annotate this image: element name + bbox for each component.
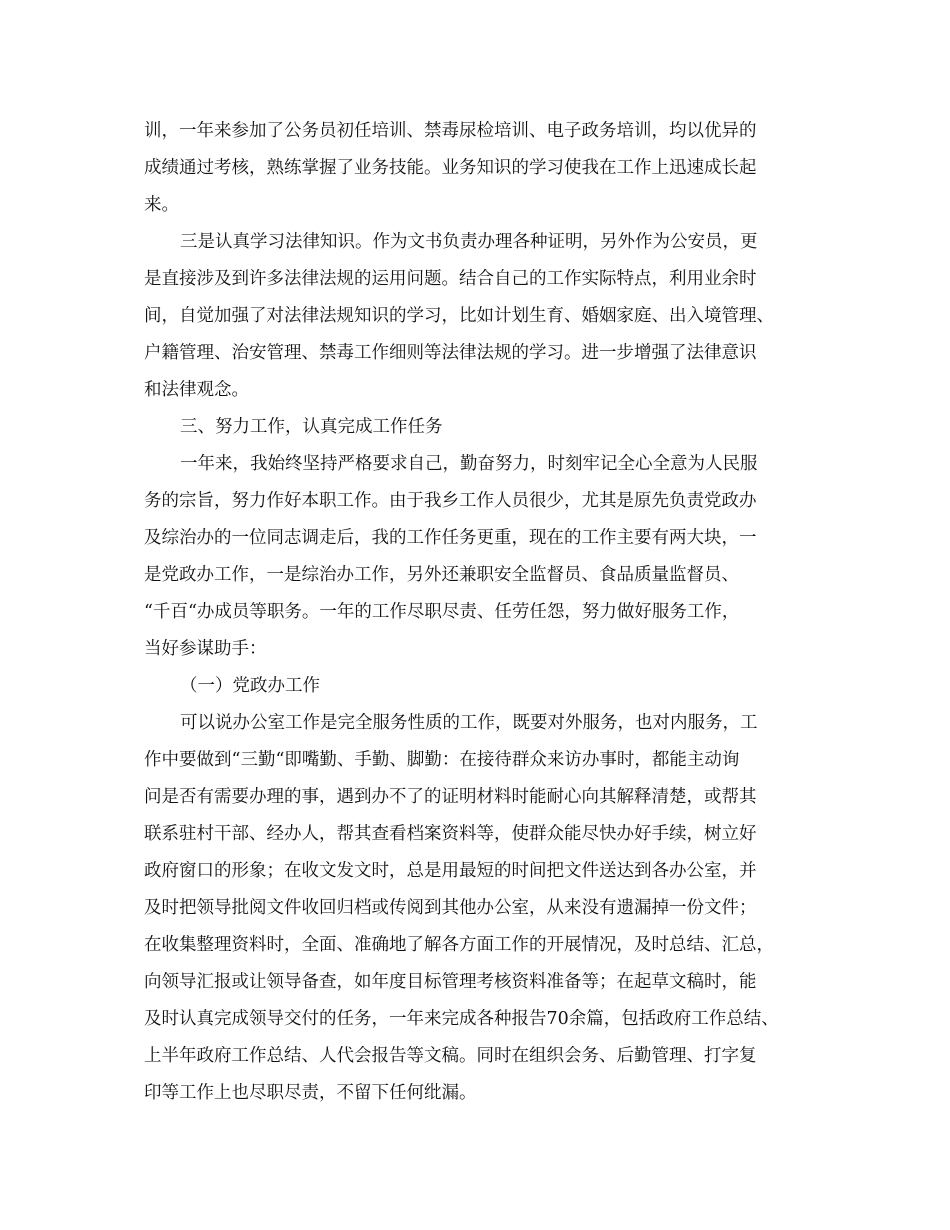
text-line: 训，一年来参加了公务员初任培训、禁毒尿检培训、电子政务培训，均以优异的 xyxy=(144,121,757,141)
text-line: 可以说办公室工作是完全服务性质的工作，既要对外服务，也对内服务，工 xyxy=(180,713,758,733)
text-line: “千百“办成员等职务。一年的工作尽职尽责、任劳任怨，努力做好服务工作， xyxy=(144,602,740,622)
text-line: 和法律观念。 xyxy=(144,380,249,400)
text-line: 间，自觉加强了对法律法规知识的学习，比如计划生育、婚姻家庭、出入境管理、 xyxy=(144,306,774,326)
subsection-heading: （一）党政办工作 xyxy=(180,676,320,696)
text-line: 户籍管理、治安管理、禁毒工作细则等法律法规的学习。进一步增强了法律意识 xyxy=(144,343,757,363)
text-line: 政府窗口的形象；在收文发文时，总是用最短的时间把文件送达到各办公室，并 xyxy=(144,861,757,881)
text-line: 向领导汇报或让领导备查，如年度目标管理考核资料准备等；在起草文稿时，能 xyxy=(144,972,757,992)
text-line: 及时把领导批阅文件收回归档或传阅到其他办公室，从来没有遗漏掉一份文件； xyxy=(144,898,757,918)
text-line: 三是认真学习法律知识。作为文书负责办理各种证明，另外作为公安员，更 xyxy=(180,232,758,252)
text-line: 务的宗旨，努力作好本职工作。由于我乡工作人员很少，尤其是原先负责党政办 xyxy=(144,491,757,511)
text-line: 来。 xyxy=(144,195,179,215)
section-heading: 三、努力工作，认真完成工作任务 xyxy=(180,417,443,437)
text-line: 及时认真完成领导交付的任务，一年来完成各种报告70余篇，包括政府工作总结、 xyxy=(144,1009,779,1029)
text-line: 印等工作上也尽职尽责，不留下任何纰漏。 xyxy=(144,1083,477,1103)
text-line: 及综治办的一位同志调走后，我的工作任务更重，现在的工作主要有两大块，一 xyxy=(144,528,757,548)
text-line: 是直接涉及到许多法律法规的运用问题。结合自己的工作实际特点，利用业余时 xyxy=(144,269,757,289)
text-line: 联系驻村干部、经办人，帮其查看档案资料等，使群众能尽快办好手续，树立好 xyxy=(144,824,757,844)
text-line: 上半年政府工作总结、人代会报告等文稿。同时在组织会务、后勤管理、打字复 xyxy=(144,1046,757,1066)
text-line: 作中要做到“三勤“即嘴勤、手勤、脚勤：在接待群众来访办事时，都能主动询 xyxy=(144,750,740,770)
text-line: 在收集整理资料时，全面、准确地了解各方面工作的开展情况，及时总结、汇总， xyxy=(144,935,774,955)
text-line: 成绩通过考核，熟练掌握了业务技能。业务知识的学习使我在工作上迅速成长起 xyxy=(144,158,757,178)
text-line: 一年来，我始终坚持严格要求自己，勤奋努力，时刻牢记全心全意为人民服 xyxy=(180,454,758,474)
text-line: 问是否有需要办理的事，遇到办不了的证明材料时能耐心向其解释清楚，或帮其 xyxy=(144,787,757,807)
text-line: 当好参谋助手： xyxy=(144,639,267,659)
text-line: 是党政办工作，一是综治办工作，另外还兼职安全监督员、食品质量监督员、 xyxy=(144,565,739,585)
